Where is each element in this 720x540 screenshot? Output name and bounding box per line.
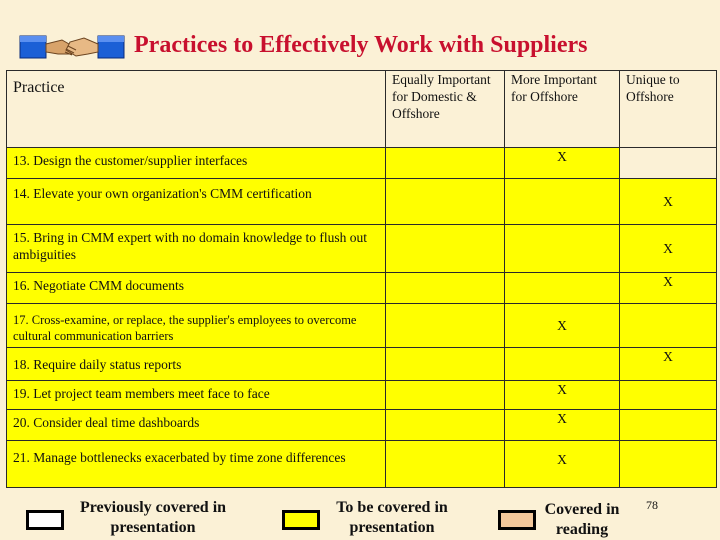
more-cell	[505, 347, 620, 380]
equally-cell	[386, 410, 505, 440]
more-cell: X	[505, 410, 620, 440]
header-unique: Unique to Offshore	[620, 71, 717, 148]
practice-cell: 17. Cross-examine, or replace, the supplier's employees to overcome cultural communication barriers	[7, 303, 386, 347]
header-more: More Important for Offshore	[505, 71, 620, 148]
equally-cell	[386, 347, 505, 380]
unique-cell	[620, 303, 717, 347]
header-equally: Equally Important for Domestic & Offshore	[386, 71, 505, 148]
table-row	[7, 410, 717, 440]
slide-title: Practices to Effectively Work with Suppliers	[134, 32, 588, 58]
header-practice: Practice	[7, 71, 386, 148]
practice-cell: 18. Require daily status reports	[7, 347, 386, 380]
table-row	[7, 273, 717, 303]
equally-cell	[386, 273, 505, 303]
handshake-logo-icon	[18, 26, 126, 64]
table-row	[7, 178, 717, 224]
legend-previously-label: Previously covered in presentation	[79, 499, 227, 536]
more-cell: X	[505, 147, 620, 178]
equally-cell	[386, 303, 505, 347]
unique-cell: X	[620, 273, 717, 303]
unique-cell: X	[620, 225, 717, 273]
more-cell: X	[505, 440, 620, 487]
more-cell: X	[505, 303, 620, 347]
practice-cell: 19. Let project team members meet face to face	[7, 381, 386, 410]
more-cell	[505, 178, 620, 224]
table-row	[7, 303, 717, 347]
practice-cell: 14. Elevate your own organization's CMM certification	[7, 178, 386, 224]
page-number: 78	[646, 498, 658, 512]
equally-cell	[386, 178, 505, 224]
table-row	[7, 225, 717, 273]
unique-cell	[620, 440, 717, 487]
equally-cell	[386, 225, 505, 273]
equally-cell	[386, 440, 505, 487]
equally-cell	[386, 147, 505, 178]
practice-cell: 21. Manage bottlenecks exacerbated by time zone differences	[7, 440, 386, 487]
practices-table	[6, 70, 717, 488]
unique-cell: X	[620, 178, 717, 224]
practice-cell: 13. Design the customer/supplier interfaces	[7, 147, 386, 178]
legend-reading-swatch	[498, 510, 536, 530]
legend-to-be-covered-label: To be covered in presentation	[336, 499, 448, 536]
more-cell	[505, 225, 620, 273]
table-row	[7, 147, 717, 178]
table-row	[7, 347, 717, 380]
table-row	[7, 440, 717, 487]
more-cell: X	[505, 381, 620, 410]
practice-cell: 16. Negotiate CMM documents	[7, 273, 386, 303]
practice-cell: 15. Bring in CMM expert with no domain knowledge to flush out ambiguities	[7, 225, 386, 273]
more-cell	[505, 273, 620, 303]
legend	[0, 492, 720, 540]
practice-cell: 20. Consider deal time dashboards	[7, 410, 386, 440]
legend-to-be-covered-swatch	[282, 510, 320, 530]
unique-cell	[620, 381, 717, 410]
table-row	[7, 381, 717, 410]
unique-cell	[620, 147, 717, 178]
table-header-row	[7, 71, 717, 148]
unique-cell: X	[620, 347, 717, 380]
unique-cell	[620, 410, 717, 440]
title-bar	[0, 0, 720, 70]
equally-cell	[386, 381, 505, 410]
legend-previously-swatch	[26, 510, 64, 530]
legend-reading-label: Covered in reading	[544, 501, 620, 538]
